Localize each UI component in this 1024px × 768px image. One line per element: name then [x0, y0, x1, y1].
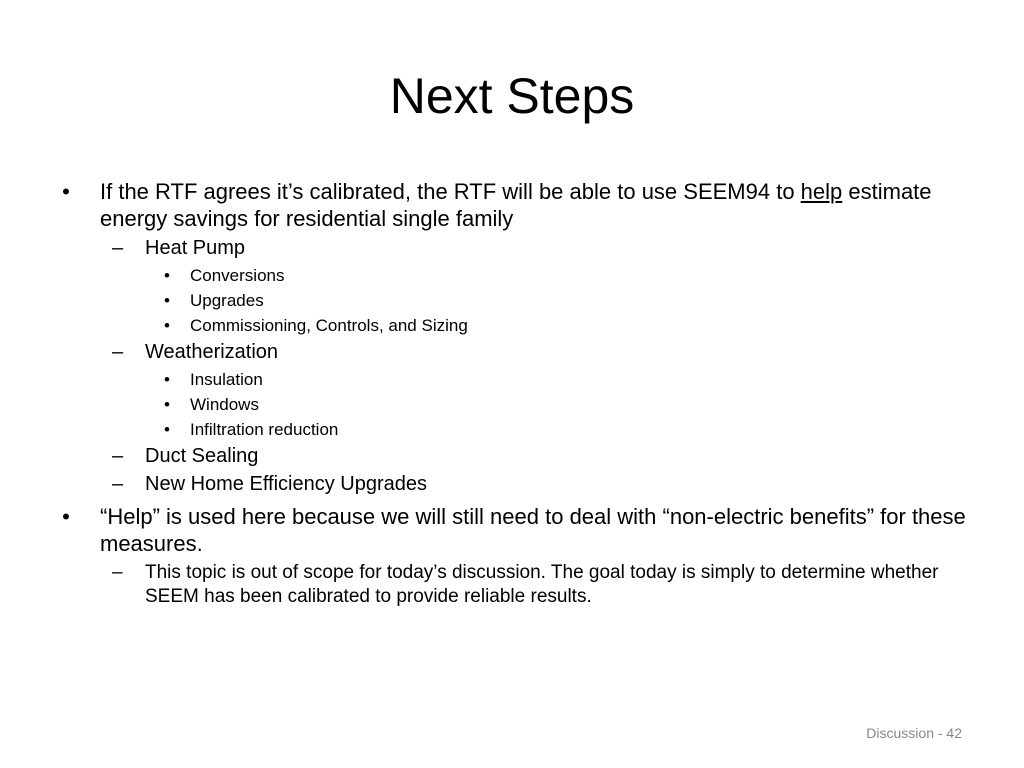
bullet-mark: •	[164, 266, 170, 285]
sub-bullet-text: Duct Sealing	[145, 445, 259, 467]
bullet-text: If the RTF agrees it’s calibrated, the RTF will be able to use SEEM94 to	[100, 179, 801, 204]
list-item-text: Conversions	[190, 266, 285, 285]
sub-bullet-text: Heat Pump	[145, 237, 246, 259]
bullet-mark: •	[164, 291, 170, 310]
list-item-text: Windows	[190, 395, 259, 414]
sub-bullet-text: New Home Efficiency Upgrades	[145, 473, 427, 495]
list-item-windows	[56, 393, 976, 416]
bullet-rtf-calibration	[56, 178, 976, 232]
sub-bullet-heat-pump	[56, 236, 976, 261]
list-item-conversions	[56, 264, 976, 287]
dash-mark: –	[112, 237, 124, 259]
bullet-mark: •	[164, 316, 170, 335]
sub-bullet-weatherization	[56, 340, 976, 365]
bullet-mark: •	[62, 179, 70, 204]
bullet-text-cont: estimate energy savings for residential single family	[100, 179, 932, 231]
slide-body	[56, 178, 976, 612]
list-item-text: Upgrades	[190, 291, 264, 310]
dash-mark: –	[112, 445, 124, 467]
sub-bullet-new-home	[56, 472, 976, 497]
list-item-text: Infiltration reduction	[190, 420, 339, 439]
list-item-insulation	[56, 368, 976, 391]
dash-mark: –	[112, 341, 124, 363]
list-item-infiltration	[56, 418, 976, 441]
list-item-text: Commissioning, Controls, and Sizing	[190, 316, 468, 335]
slide-title: Next Steps	[389, 68, 635, 124]
bullet-mark: •	[164, 370, 170, 389]
sub-bullet-out-of-scope	[56, 561, 976, 609]
dash-mark: –	[112, 473, 124, 495]
list-item-text: Insulation	[190, 370, 263, 389]
sub-bullet-text: This topic is out of scope for today’s discussion. The goal today is simply to determine whether SEEM has been calibrated to provide reliable results.	[145, 562, 939, 607]
bullet-help-explanation	[56, 503, 976, 557]
list-item-commissioning	[56, 314, 976, 337]
sub-bullet-duct-sealing	[56, 444, 976, 469]
dash-mark: –	[112, 562, 123, 583]
bullet-mark: •	[164, 420, 170, 439]
slide-footer: Discussion - 42	[866, 725, 962, 741]
bullet-mark: •	[164, 395, 170, 414]
list-item-upgrades	[56, 289, 976, 312]
help-link[interactable]: help	[800, 179, 843, 204]
sub-bullet-text: Weatherization	[145, 341, 279, 363]
bullet-text: “Help” is used here because we will still need to deal with “non-electric benefits” for these measures.	[100, 504, 966, 556]
bullet-mark: •	[62, 504, 70, 529]
